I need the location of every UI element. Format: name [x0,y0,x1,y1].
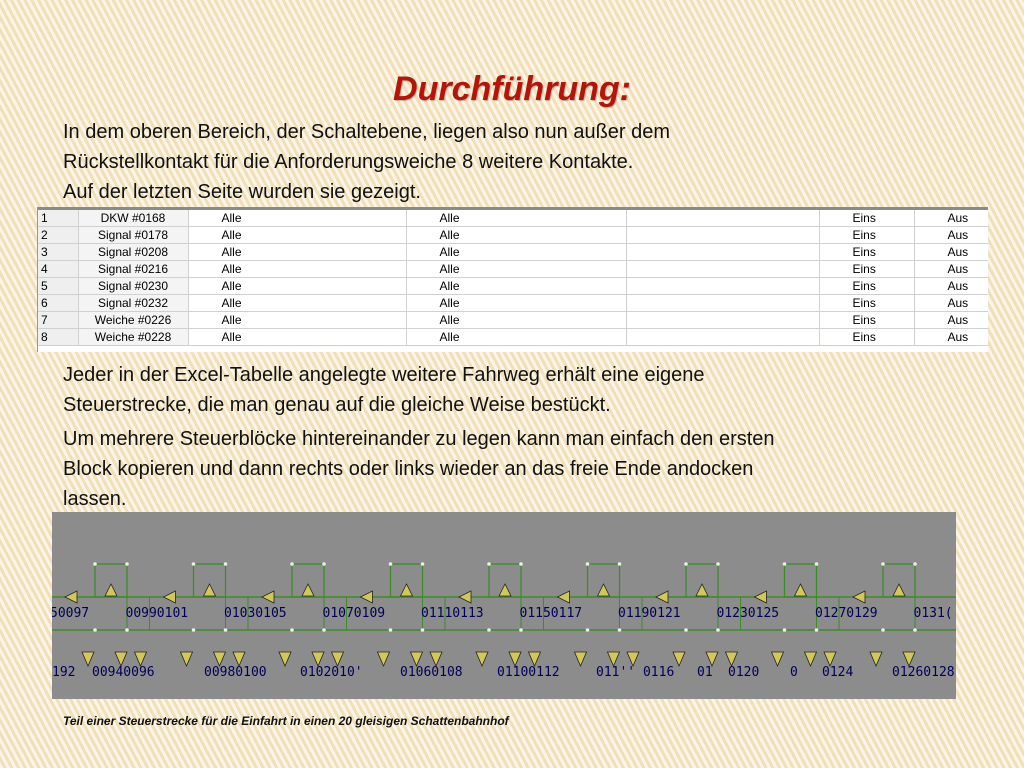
track-node [224,628,228,632]
track-node [125,628,129,632]
condition-1: Alle [188,227,406,244]
track-node [684,562,688,566]
signal-marker [401,584,413,596]
contact-marker [181,652,193,666]
condition-1: Alle [188,278,406,295]
table-row [38,329,988,346]
state-1: Eins [819,295,914,312]
table-row [38,261,988,278]
state-2: Aus [914,329,988,346]
slide-title: Durchführung: [393,70,631,108]
direction-arrow [65,591,77,603]
track-node [192,628,196,632]
block-label-lower: 0 [790,665,798,680]
contact-marker [805,652,817,666]
element-name: DKW #0168 [78,210,188,227]
block-label-upper: 00990101 [125,606,189,621]
row-number: 6 [38,295,78,312]
state-1: Eins [819,312,914,329]
block-label-upper: 01190121 [618,606,681,621]
signal-marker [795,584,807,596]
element-name: Weiche #0226 [78,312,188,329]
state-2: Aus [914,278,988,295]
condition-2: Alle [406,312,626,329]
condition-1: Alle [188,210,406,227]
table-row [38,278,988,295]
track-node [519,628,523,632]
block-label-upper: 01150117 [519,606,583,621]
block-label-upper: 01030105 [224,606,287,621]
condition-2: Alle [406,244,626,261]
contact-table-screenshot [37,207,988,352]
condition-1: Alle [188,295,406,312]
contact-marker [529,652,541,666]
contact-marker [411,652,423,666]
track-node [815,628,819,632]
contact-marker [870,652,882,666]
track-node [487,562,491,566]
direction-arrow [755,591,767,603]
track-node [586,628,590,632]
condition-2: Alle [406,210,626,227]
signal-marker [105,584,117,596]
contact-marker [135,652,147,666]
direction-arrow [262,591,274,603]
signal-marker [302,584,314,596]
state-1: Eins [819,244,914,261]
state-1: Eins [819,227,914,244]
track-node [783,562,787,566]
contact-marker [332,652,344,666]
block-label-upper: 50097 [52,606,90,621]
contact-marker [312,652,324,666]
contact-marker [824,652,836,666]
track-node [716,562,720,566]
fahrweg-paragraph [63,360,963,420]
signal-marker [696,584,708,596]
row-number: 8 [38,329,78,346]
empty-cell [626,210,819,227]
empty-cell [626,227,819,244]
block-label-lower: 0124 [822,665,854,680]
state-2: Aus [914,295,988,312]
condition-2: Alle [406,329,626,346]
track-node [192,562,196,566]
table-row [38,210,988,227]
contact-marker [430,652,442,666]
block-label-lower: 01060108 [400,665,463,680]
track-node [913,562,917,566]
contact-marker [378,652,390,666]
element-name: Weiche #0228 [78,329,188,346]
track-node [125,562,129,566]
element-name: Signal #0208 [78,244,188,261]
state-2: Aus [914,227,988,244]
track-node [421,628,425,632]
contact-marker [214,652,226,666]
track-node [586,562,590,566]
direction-arrow [164,591,176,603]
steuerblock-line-2: Block kopieren und dann rechts oder links wieder an das freie Ende andocken [63,458,754,480]
state-1: Eins [819,210,914,227]
contact-marker [608,652,620,666]
empty-cell [626,261,819,278]
track-node [618,628,622,632]
contact-marker [706,652,718,666]
contact-marker [82,652,94,666]
block-label-lower: 00980100 [204,665,267,680]
block-label-upper: 01230125 [716,606,780,621]
track-node [290,628,294,632]
track-node [389,562,393,566]
condition-1: Alle [188,261,406,278]
table-row [38,244,988,261]
track-node [322,562,326,566]
condition-1: Alle [188,312,406,329]
table-row [38,227,988,244]
direction-arrow [656,591,668,603]
block-label-upper: 01110113 [421,606,484,621]
empty-cell [626,295,819,312]
table-row [38,312,988,329]
block-label-lower: 01100112 [497,665,560,680]
element-name: Signal #0230 [78,278,188,295]
empty-cell [626,312,819,329]
empty-cell [626,329,819,346]
state-1: Eins [819,329,914,346]
track-node [815,562,819,566]
block-label-upper: 01070109 [322,606,386,621]
contact-marker [476,652,488,666]
track-node [224,562,228,566]
block-label-lower: 011'' 0116 [596,665,675,680]
state-2: Aus [914,261,988,278]
track-node [519,562,523,566]
track-node [93,628,97,632]
contact-marker [509,652,521,666]
track-node [913,628,917,632]
element-name: Signal #0216 [78,261,188,278]
state-2: Aus [914,244,988,261]
track-node [618,562,622,566]
direction-arrow [853,591,865,603]
track-node [290,562,294,566]
signal-marker [893,584,905,596]
track-diagram-screenshot [52,512,956,699]
element-name: Signal #0232 [78,295,188,312]
intro-line-3: Auf der letzten Seite wurden sie gezeigt. [63,181,421,203]
track-node [783,628,787,632]
contact-marker [903,652,915,666]
signal-marker [204,584,216,596]
block-label-lower: 01260128 [892,665,955,680]
empty-cell [626,244,819,261]
contact-marker [279,652,291,666]
table-row [38,295,988,312]
contact-marker [772,652,784,666]
fahrweg-line-1: Jeder in der Excel-Tabelle angelegte weitere Fahrweg erhält eine eigene [63,364,705,386]
row-number: 1 [38,210,78,227]
direction-arrow [361,591,373,603]
track-node [93,562,97,566]
contact-marker [115,652,127,666]
steuerblock-paragraph [63,424,963,514]
track-node [684,628,688,632]
contact-marker [627,652,639,666]
row-number: 3 [38,244,78,261]
steuerblock-line-1: Um mehrere Steuerblöcke hintereinander zu legen kann man einfach den ersten [63,428,775,450]
track-node [881,628,885,632]
block-label-upper: 01270129 [815,606,878,621]
state-1: Eins [819,261,914,278]
contact-marker [673,652,685,666]
state-1: Eins [819,278,914,295]
signal-marker [499,584,511,596]
intro-paragraph [63,117,963,207]
condition-1: Alle [188,244,406,261]
direction-arrow [459,591,471,603]
contact-marker [575,652,587,666]
block-label-lower: 00940096 [92,665,155,680]
element-name: Signal #0178 [78,227,188,244]
state-2: Aus [914,210,988,227]
condition-2: Alle [406,227,626,244]
steuerblock-line-3: lassen. [63,488,127,510]
condition-2: Alle [406,295,626,312]
direction-arrow [558,591,570,603]
condition-2: Alle [406,261,626,278]
fahrweg-line-2: Steuerstrecke, die man genau auf die gleiche Weise bestückt. [63,394,611,416]
signal-marker [598,584,610,596]
contact-marker [726,652,738,666]
block-label-lower: 192 [52,665,76,680]
block-label-lower: 0102010' [300,665,363,680]
state-2: Aus [914,312,988,329]
row-number: 4 [38,261,78,278]
condition-1: Alle [188,329,406,346]
row-number: 2 [38,227,78,244]
condition-2: Alle [406,278,626,295]
track-node [487,628,491,632]
intro-line-2: Rückstellkontakt für die Anforderungsweiche 8 weitere Kontakte. [63,151,634,173]
figure-caption: Teil einer Steuerstrecke für die Einfahrt in einen 20 gleisigen Schattenbahnhof [63,714,509,728]
empty-cell [626,278,819,295]
track-node [881,562,885,566]
row-number: 7 [38,312,78,329]
intro-line-1: In dem oberen Bereich, der Schaltebene, liegen also nun außer dem [63,121,671,143]
track-diagram [52,512,956,699]
block-label-upper: 0131( [913,606,953,621]
block-label-lower: 0120 [728,665,760,680]
row-number: 5 [38,278,78,295]
block-label-lower: 01 [697,665,713,680]
track-node [421,562,425,566]
track-node [716,628,720,632]
contact-marker [233,652,245,666]
track-node [322,628,326,632]
contact-table [38,210,988,346]
track-node [389,628,393,632]
